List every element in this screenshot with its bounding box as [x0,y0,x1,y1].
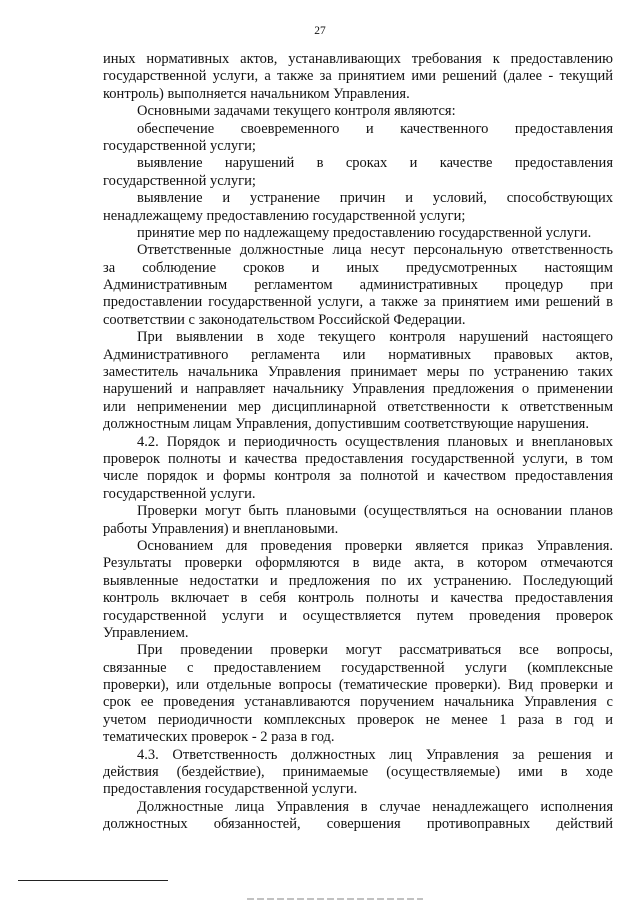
text-line: выявление нарушений в сроках и качестве предоставления [137,155,613,172]
footnote-separator [18,880,168,881]
text-line: Должностные лица Управления в случае ненадлежащего исполнения [137,798,613,815]
text-line: Основными задачами текущего контроля являются: [137,103,456,120]
text-line: При выявлении в ходе текущего контроля нарушений настоящего [137,329,613,346]
text-line: проверок полноты и качества предоставления государственной услуги, в том [103,450,613,467]
text-line: Административного регламента или нормативных правовых актов, [103,346,613,363]
text-line: государственной услуги. [103,485,256,502]
text-line: за соблюдение сроков и иных предусмотренных настоящим [103,259,613,276]
text-line: Проверки могут быть плановыми (осуществляться на основании планов [137,503,613,520]
page-number: 27 [314,25,326,37]
text-line: 4.3. Ответственность должностных лиц Управления за решения и [137,746,613,763]
text-line: соответствии с законодательством Российской Федерации. [103,311,466,328]
text-line: 4.2. Порядок и периодичность осуществления плановых и внеплановых [137,433,613,450]
text-line: должностных обязанностей, совершения противоправных действий [103,816,613,833]
scan-artifact [247,898,423,900]
text-line: При проведении проверки могут рассматриваться все вопросы, [137,642,613,659]
text-line: государственной услуги; [103,172,256,189]
text-line: тематических проверок - 2 раза в год. [103,729,335,746]
text-line: учетом периодичности комплексных проверок не менее 1 раза в год и [103,711,613,728]
text-line: или неприменении мер дисциплинарной ответственности к ответственным [103,398,613,415]
text-line: работы Управления) и внеплановыми. [103,520,339,537]
text-line: заместитель начальника Управления принимает меры по устранению таких [103,364,613,381]
text-line: числе порядок и формы контроля за полнотой и качеством предоставления [103,468,613,485]
text-line: государственной услуги и осуществляется путем проведения проверок [103,607,613,624]
text-line: нарушений и направляет начальнику Управления предложения о применении [103,381,613,398]
text-line: Административным регламентом административных процедур при [103,277,613,294]
text-line: принятие мер по надлежащему предоставлению государственной услуги. [137,224,592,241]
text-line: ненадлежащему предоставлению государственной услуги; [103,207,466,224]
text-line: контроль включает в себя контроль полноты и качества предоставления [103,590,613,607]
text-line: выявление и устранение причин и условий, способствующих [137,190,613,207]
text-line: Результаты проверки оформляются в виде акта, в котором отмечаются [103,555,613,572]
text-line: связанные с предоставлением государственной услуги (комплексные [103,659,613,676]
text-line: Основанием для проведения проверки является приказ Управления. [137,537,613,554]
text-line: обеспечение своевременного и качественного предоставления [137,120,613,137]
text-line: иных нормативных актов, устанавливающих требования к предоставлению [103,51,613,67]
text-line: предоставления государственной услуги. [103,781,358,798]
text-line: проверки), или отдельные вопросы (тематические проверки). Вид проверки и [103,677,613,694]
text-line: контроль) выполняется начальником Управления. [103,85,410,102]
text-line: государственной услуги, а также за принятием ими решений (далее - текущий [103,68,613,85]
text-line: предоставлении государственной услуги, а также за принятием ими решений в [103,294,613,311]
text-line: Ответственные должностные лица несут персональную ответственность [137,242,613,259]
text-line: должностным лицам Управления, допустившим соответствующие нарушения. [103,416,589,433]
body-text [103,51,613,834]
text-line: срок ее проведения устанавливаются поручением начальника Управления с [103,694,613,711]
text-line: выявленные недостатки и предложения по их устранению. Последующий [103,572,613,589]
text-line: Управлением. [103,624,189,641]
text-line: государственной услуги; [103,137,256,154]
text-line: действия (бездействие), принимаемые (осуществляемые) ими в ходе [103,764,613,781]
